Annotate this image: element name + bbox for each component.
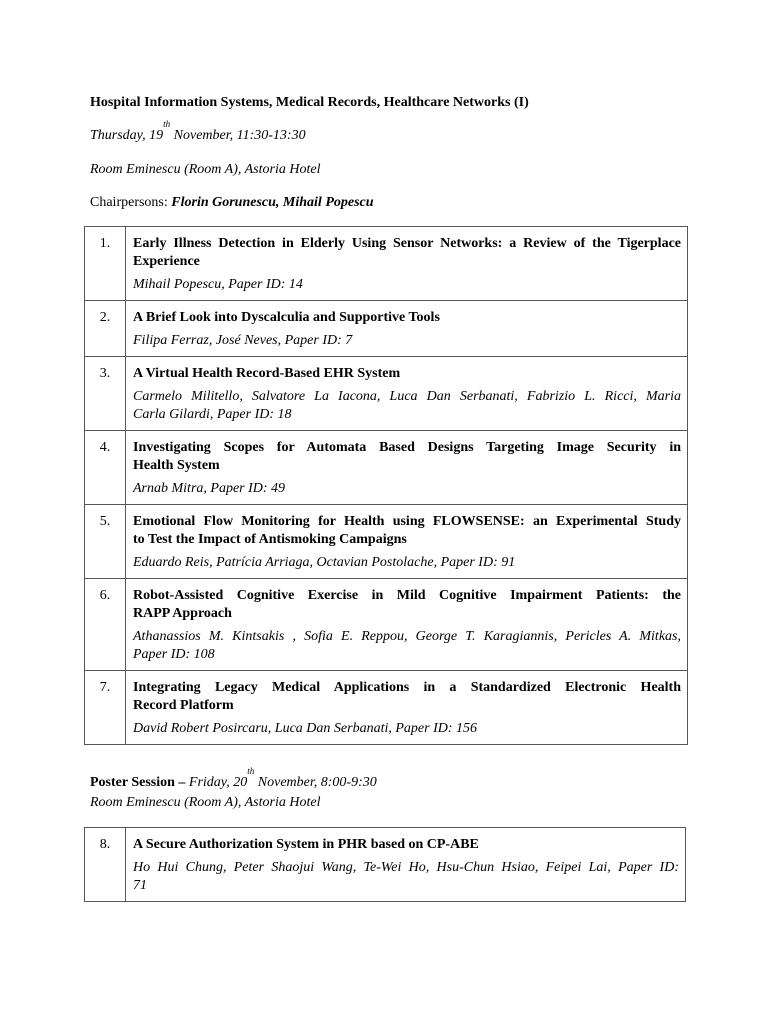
paper-authors-line: Athanassios M. Kintsakis , Sofia E. Reppou, George T. Karagiannis, Pericles A. Mitkas, bbox=[133, 629, 681, 644]
paper-row bbox=[85, 671, 688, 745]
paper-authors-line: Paper ID: 108 bbox=[133, 647, 215, 662]
paper-title-line: A Brief Look into Dyscalculia and Supportive Tools bbox=[133, 310, 440, 325]
session-date-time: November, 11:30-13:30 bbox=[170, 128, 306, 143]
paper-number: 6. bbox=[85, 579, 126, 671]
paper-details bbox=[126, 227, 688, 301]
paper-title-line: A Secure Authorization System in PHR based on CP-ABE bbox=[133, 837, 479, 852]
paper-title-line: Experience bbox=[133, 254, 200, 269]
paper-authors bbox=[133, 554, 681, 572]
paper-authors bbox=[133, 859, 679, 895]
paper-title-line: RAPP Approach bbox=[133, 606, 232, 621]
paper-title-line: Investigating Scopes for Automata Based Designs Targeting Image Security in bbox=[133, 440, 681, 455]
paper-authors bbox=[133, 628, 681, 664]
paper-number: 1. bbox=[85, 227, 126, 301]
paper-authors-line: Eduardo Reis, Patrícia Arriaga, Octavian Postolache, Paper ID: 91 bbox=[133, 555, 516, 570]
paper-title-line: Integrating Legacy Medical Applications in a Standardized Electronic Health bbox=[133, 680, 681, 695]
paper-row bbox=[85, 431, 688, 505]
paper-title-line: Emotional Flow Monitoring for Health using FLOWSENSE: an Experimental Study bbox=[133, 514, 681, 529]
session-title: Hospital Information Systems, Medical Records, Healthcare Networks (I) bbox=[90, 95, 529, 110]
poster-date-day: Friday, 20 bbox=[188, 775, 248, 790]
paper-details bbox=[126, 671, 688, 745]
chairpersons-label: Chairpersons: bbox=[90, 195, 172, 210]
paper-authors-line: David Robert Posircaru, Luca Dan Serbanati, Paper ID: 156 bbox=[133, 721, 477, 736]
paper-title bbox=[133, 365, 681, 383]
paper-details bbox=[126, 828, 686, 902]
paper-authors-line: Mihail Popescu, Paper ID: 14 bbox=[133, 277, 303, 292]
paper-authors-line: Filipa Ferraz, José Neves, Paper ID: 7 bbox=[133, 333, 353, 348]
paper-number: 5. bbox=[85, 505, 126, 579]
paper-title bbox=[133, 439, 681, 475]
poster-session-label: Poster Session – bbox=[90, 775, 189, 790]
session-date bbox=[90, 119, 306, 144]
poster-date-time: November, 8:00-9:30 bbox=[254, 775, 377, 790]
paper-number: 3. bbox=[85, 357, 126, 431]
paper-authors-line: Ho Hui Chung, Peter Shaojui Wang, Te-Wei Ho, Hsu-Chun Hsiao, Feipei Lai, Paper ID: bbox=[133, 860, 679, 875]
paper-authors bbox=[133, 720, 681, 738]
paper-title-line: Health System bbox=[133, 458, 220, 473]
session2-papers-table bbox=[84, 827, 686, 902]
paper-title-line: Early Illness Detection in Elderly Using Sensor Networks: a Review of the Tigerplace bbox=[133, 236, 681, 251]
paper-title bbox=[133, 309, 681, 327]
paper-title bbox=[133, 235, 681, 271]
paper-authors-line: Arnab Mitra, Paper ID: 49 bbox=[133, 481, 286, 496]
paper-title-line: A Virtual Health Record-Based EHR System bbox=[133, 366, 401, 381]
session-room: Room Eminescu (Room A), Astoria Hotel bbox=[90, 162, 321, 177]
paper-row bbox=[85, 301, 688, 357]
paper-title-line: to Test the Impact of Antismoking Campaigns bbox=[133, 532, 407, 547]
session-chairpersons bbox=[90, 194, 374, 211]
paper-details bbox=[126, 431, 688, 505]
paper-title-line: Robot-Assisted Cognitive Exercise in Mild Cognitive Impairment Patients: the bbox=[133, 588, 681, 603]
paper-title bbox=[133, 587, 681, 623]
poster-session-date bbox=[188, 766, 377, 790]
paper-authors bbox=[133, 480, 681, 498]
paper-details bbox=[126, 505, 688, 579]
paper-number: 2. bbox=[85, 301, 126, 357]
paper-number: 7. bbox=[85, 671, 126, 745]
paper-row bbox=[85, 579, 688, 671]
paper-authors-line: Carla Gilardi, Paper ID: 18 bbox=[133, 407, 292, 422]
session-date-day: Thursday, 19 bbox=[90, 128, 164, 143]
paper-row bbox=[85, 828, 686, 902]
paper-authors bbox=[133, 332, 681, 350]
paper-number: 4. bbox=[85, 431, 126, 505]
paper-details bbox=[126, 579, 688, 671]
chairpersons-names: Florin Gorunescu, Mihail Popescu bbox=[171, 195, 374, 210]
paper-row bbox=[85, 505, 688, 579]
poster-session-heading bbox=[90, 766, 377, 791]
paper-details bbox=[126, 357, 688, 431]
paper-authors bbox=[133, 388, 681, 424]
paper-authors bbox=[133, 276, 681, 294]
paper-title bbox=[133, 679, 681, 715]
paper-title-line: Record Platform bbox=[133, 698, 234, 713]
paper-row bbox=[85, 227, 688, 301]
paper-number: 8. bbox=[85, 828, 126, 902]
paper-row bbox=[85, 357, 688, 431]
session1-papers-table bbox=[84, 226, 688, 745]
paper-authors-line: Carmelo Militello, Salvatore La Iacona, Luca Dan Serbanati, Fabrizio L. Ricci, Maria bbox=[133, 389, 681, 404]
paper-title bbox=[133, 513, 681, 549]
session-date-suffix: th bbox=[163, 119, 171, 129]
poster-session-room: Room Eminescu (Room A), Astoria Hotel bbox=[90, 795, 321, 810]
poster-date-suffix: th bbox=[247, 766, 255, 776]
paper-title bbox=[133, 836, 679, 854]
paper-details bbox=[126, 301, 688, 357]
paper-authors-line: 71 bbox=[133, 878, 147, 893]
